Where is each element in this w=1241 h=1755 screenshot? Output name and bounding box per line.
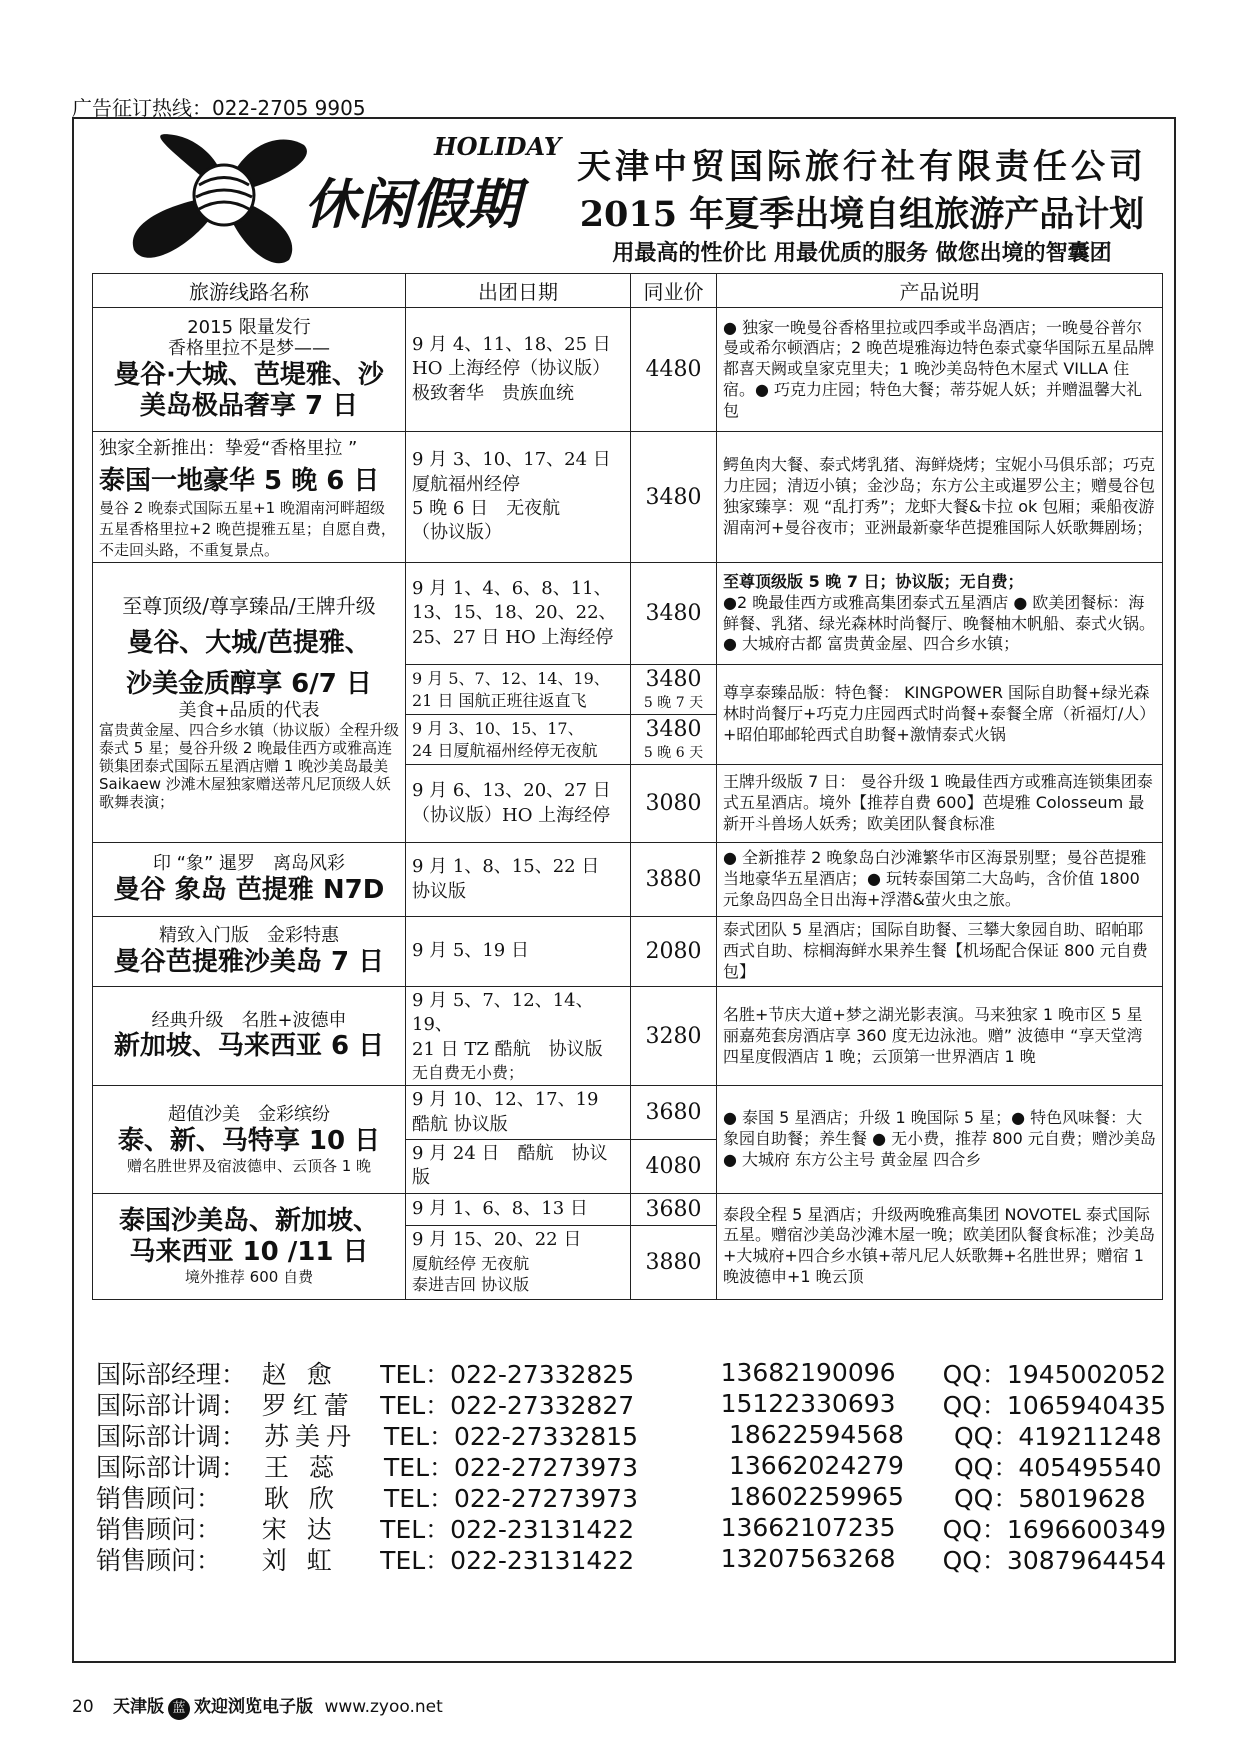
route-name: 超值沙美 金彩缤纷 泰、新、马特享 10 日 赠名胜世界及宿波德申、云顶各 1 晚	[93, 1086, 406, 1193]
product-description: ● 全新推荐 2 晚象岛白沙滩繁华市区海景别墅；曼谷芭提雅当地豪华五星酒店；● 玩转泰国第二大岛屿，含价值 1800 元象岛四岛全日出海+浮潜&萤火虫之旅。	[717, 843, 1163, 917]
price: 3480 5 晚 6 天	[631, 715, 717, 765]
col-route: 旅游线路名称	[93, 274, 406, 308]
price: 3280	[631, 987, 717, 1086]
page-footer	[72, 1692, 443, 1720]
price: 3680	[631, 1086, 717, 1140]
product-description: 名胜+节庆大道+梦之湖光影表演。马来独家 1 晚市区 5 星丽嘉苑套房酒店享 360 度无边泳池。赠” 波德申 “享天堂湾四星度假酒店 1 晚；云顶第一世界酒店 1 晚	[717, 987, 1163, 1086]
table-row	[93, 1193, 1163, 1225]
route-name: 印 “象” 暹罗 离岛风彩 曼谷 象岛 芭提雅 N7D	[93, 843, 406, 917]
contact-row: 销售顾问： 耿 欣 TEL：022-27273973 18602259965 QQ：58019628	[96, 1482, 1146, 1513]
slogan: 用最高的性价比 用最优质的服务 做您出境的智囊团	[612, 241, 1112, 266]
departure-dates: 9 月 3、10、17、24 日 厦航福州经停 5 晚 6 日 无夜航 （协议版）	[406, 432, 631, 563]
product-description: 至尊顶级版 5 晚 7 日；协议版；无自费； ●2 晚最佳西方或雅高集团泰式五星酒店 ● 欧美团餐标：海鲜餐、乳猪、绿光森林时尚餐厅、晚餐柚木帆船、泰式火锅。● 大城府古都 富贵黄金屋、四合乡水镇；	[717, 563, 1163, 665]
plan-title: 2015 年夏季出境自组旅游产品计划	[579, 194, 1145, 235]
table-row	[93, 308, 1163, 432]
contact-row: 国际部计调： 王 蕊 TEL：022-27273973 13662024279 QQ：405495540	[96, 1451, 1162, 1482]
departure-dates: 9 月 1、8、15、22 日 协议版	[406, 843, 631, 917]
departure-dates: 9 月 15、20、22 日 厦航经停 无夜航 泰进吉回 协议版	[406, 1225, 631, 1299]
route-name: 独家全新推出：挚爱“香格里拉 ” 泰国一地豪华 5 晚 6 日 曼谷 2 晚泰式国际五星+1 晚湄南河畔超级五星香格里拉+2 晚芭提雅五星；自愿自费，不走回头路，不重复景点。	[93, 432, 406, 563]
contact-row: 销售顾问： 刘 虹 TEL：022-23131422 13207563268 QQ：3087964454	[96, 1544, 1166, 1575]
table-header-row	[93, 274, 1163, 308]
product-description: 王牌升级版 7 日： 曼谷升级 1 晚最佳西方或雅高连锁集团泰式五星酒店。境外【推荐自费 600】芭堤雅 Colosseum 最新开斗兽场人妖秀；欧美团队餐食标准	[717, 765, 1163, 843]
departure-dates: 9 月 10、12、17、19 酷航 协议版	[406, 1086, 631, 1140]
table-row	[93, 432, 1163, 563]
page-number: 20	[72, 1697, 94, 1717]
logo-cn-text: 休闲假期	[304, 172, 520, 236]
price: 3480	[631, 432, 717, 563]
table-row	[93, 1086, 1163, 1140]
product-description: ● 独家一晚曼谷香格里拉或四季或半岛酒店；一晚曼谷普尔曼或希尔顿酒店；2 晚芭堤雅海边特色泰式豪华国际五星品牌都喜天阙或皇家克里夫；1 晚沙美岛特色木屋式 VILLA 住宿。● 巧克力庄园；特色大餐；蒂芬妮人妖；并赠温馨大礼包	[717, 308, 1163, 432]
contact-row: 国际部经理： 赵 愈 TEL：022-27332825 13682190096 QQ：1945002052	[96, 1358, 1166, 1389]
departure-dates: 9 月 4、11、18、25 日 HO 上海经停（协议版） 极致奢华 贵族血统	[406, 308, 631, 432]
table-row	[93, 843, 1163, 917]
ad-frame	[72, 117, 1176, 1663]
welcome-text: 欢迎浏览电子版	[194, 1697, 314, 1717]
price: 4080	[631, 1140, 717, 1194]
contact-row: 国际部计调： 苏美丹 TEL：022-27332815 18622594568 QQ：419211248	[96, 1420, 1162, 1451]
route-name: 至尊顶级/尊享臻品/王牌升级 曼谷、大城/芭提雅、 沙美金质醇享 6/7 日 美食+品质的代表 富贵黄金屋、四合乡水镇（协议版）全程升级泰式 5 星；曼谷升级 2 晚最佳西方或雅高连锁集团泰式国际五星酒店赠 1 晚沙美岛最美 Saikaew 沙滩木屋独家赠送蒂凡尼顶级人妖歌舞表演；	[93, 563, 406, 843]
table-row	[93, 917, 1163, 987]
price: 3080	[631, 765, 717, 843]
departure-dates: 9 月 1、4、6、8、11、 13、15、18、20、22、 25、27 日 HO 上海经停	[406, 563, 631, 665]
route-name: 2015 限量发行 香格里拉不是梦—— 曼谷·大城、芭堤雅、沙 美岛极品奢享 7 日	[93, 308, 406, 432]
contact-list	[96, 1357, 1166, 1574]
product-description: ● 泰国 5 星酒店；升级 1 晚国际 5 星；● 特色风味餐：大象园自助餐；养生餐 ● 无小费，推荐 800 元自费；赠沙美岛 ● 大城府 东方公主号 黄金屋 四合乡	[717, 1086, 1163, 1193]
departure-dates: 9 月 24 日 酷航 协议版	[406, 1140, 631, 1194]
departure-dates: 9 月 1、6、8、13 日	[406, 1193, 631, 1225]
route-name: 经典升级 名胜+波德申 新加坡、马来西亚 6 日	[93, 987, 406, 1086]
contact-row: 国际部计调： 罗红蕾 TEL：022-27332827 15122330693 QQ：1065940435	[96, 1389, 1166, 1420]
col-price: 同业价	[631, 274, 717, 308]
site-link[interactable]: www.zyoo.net	[324, 1697, 443, 1717]
departure-dates: 9 月 6、13、20、27 日 （协议版）HO 上海经停	[406, 765, 631, 843]
price: 3480 5 晚 7 天	[631, 665, 717, 715]
holiday-logo	[104, 125, 604, 275]
product-description: 尊享泰臻品版：特色餐： KINGPOWER 国际自助餐+绿光森林时尚餐厅+巧克力庄园西式时尚餐+泰餐全席（祈福灯/人）+昭伯耶邮轮西式自助餐+激情泰式火锅	[717, 665, 1163, 765]
col-description: 产品说明	[717, 274, 1163, 308]
ad-hotline: 广告征订热线：022-2705 9905	[72, 96, 366, 120]
departure-dates: 9 月 5、7、12、14、19、 21 日 国航正班往返直飞	[406, 665, 631, 715]
departure-dates: 9 月 5、7、12、14、19、 21 日 TZ 酷航 协议版 无自费无小费；	[406, 987, 631, 1086]
col-dates: 出团日期	[406, 274, 631, 308]
price: 3880	[631, 843, 717, 917]
table-row	[93, 987, 1163, 1086]
product-description: 鳄鱼肉大餐、泰式烤乳猪、海鲜烧烤；宝妮小马俱乐部；巧克力庄园；清迈小镇；金沙岛；东方公主或暹罗公主；赠曼谷包独家臻享：观 “乱打秀”；龙虾大餐&卡拉 ok 包厢；乘船夜游湄南河+曼谷夜市；亚洲最新豪华芭提雅国际人妖歌舞剧场；	[717, 432, 1163, 563]
price: 3680	[631, 1193, 717, 1225]
company-name: 天津中贸国际旅行社有限责任公司	[577, 147, 1147, 187]
product-description: 泰式团队 5 星酒店；国际自助餐、三攀大象园自助、昭帕耶西式自助、棕榈海鲜水果养生餐【机场配合保证 800 元自费包】	[717, 917, 1163, 987]
route-name: 精致入门版 金彩特惠 曼谷芭提雅沙美岛 7 日	[93, 917, 406, 987]
edition-label: 天津版	[113, 1697, 165, 1717]
price: 3480	[631, 563, 717, 665]
tour-table	[92, 273, 1163, 1300]
logo-holiday-text: HOLIDAY	[434, 132, 562, 161]
table-row	[93, 563, 1163, 665]
product-description: 泰段全程 5 星酒店；升级两晚雅高集团 NOVOTEL 泰式国际五星。赠宿沙美岛沙滩木屋一晚；欧美团队餐食标准；沙美岛+大城府+四合乡水镇+蒂凡尼人妖歌舞+名胜世界；赠宿 1 晚波德申+1 晚云顶	[717, 1193, 1163, 1299]
departure-dates: 9 月 5、19 日	[406, 917, 631, 987]
route-name: 泰国沙美岛、新加坡、 马来西亚 10 /11 日 境外推荐 600 自费	[93, 1193, 406, 1299]
edition-badge-icon: 蓝	[168, 1698, 190, 1720]
price: 3880	[631, 1225, 717, 1299]
departure-dates: 9 月 3、10、15、17、 24 日厦航福州经停无夜航	[406, 715, 631, 765]
contact-row: 销售顾问： 宋 达 TEL：022-23131422 13662107235 QQ：1696600349	[96, 1513, 1166, 1544]
price: 4480	[631, 308, 717, 432]
price: 2080	[631, 917, 717, 987]
